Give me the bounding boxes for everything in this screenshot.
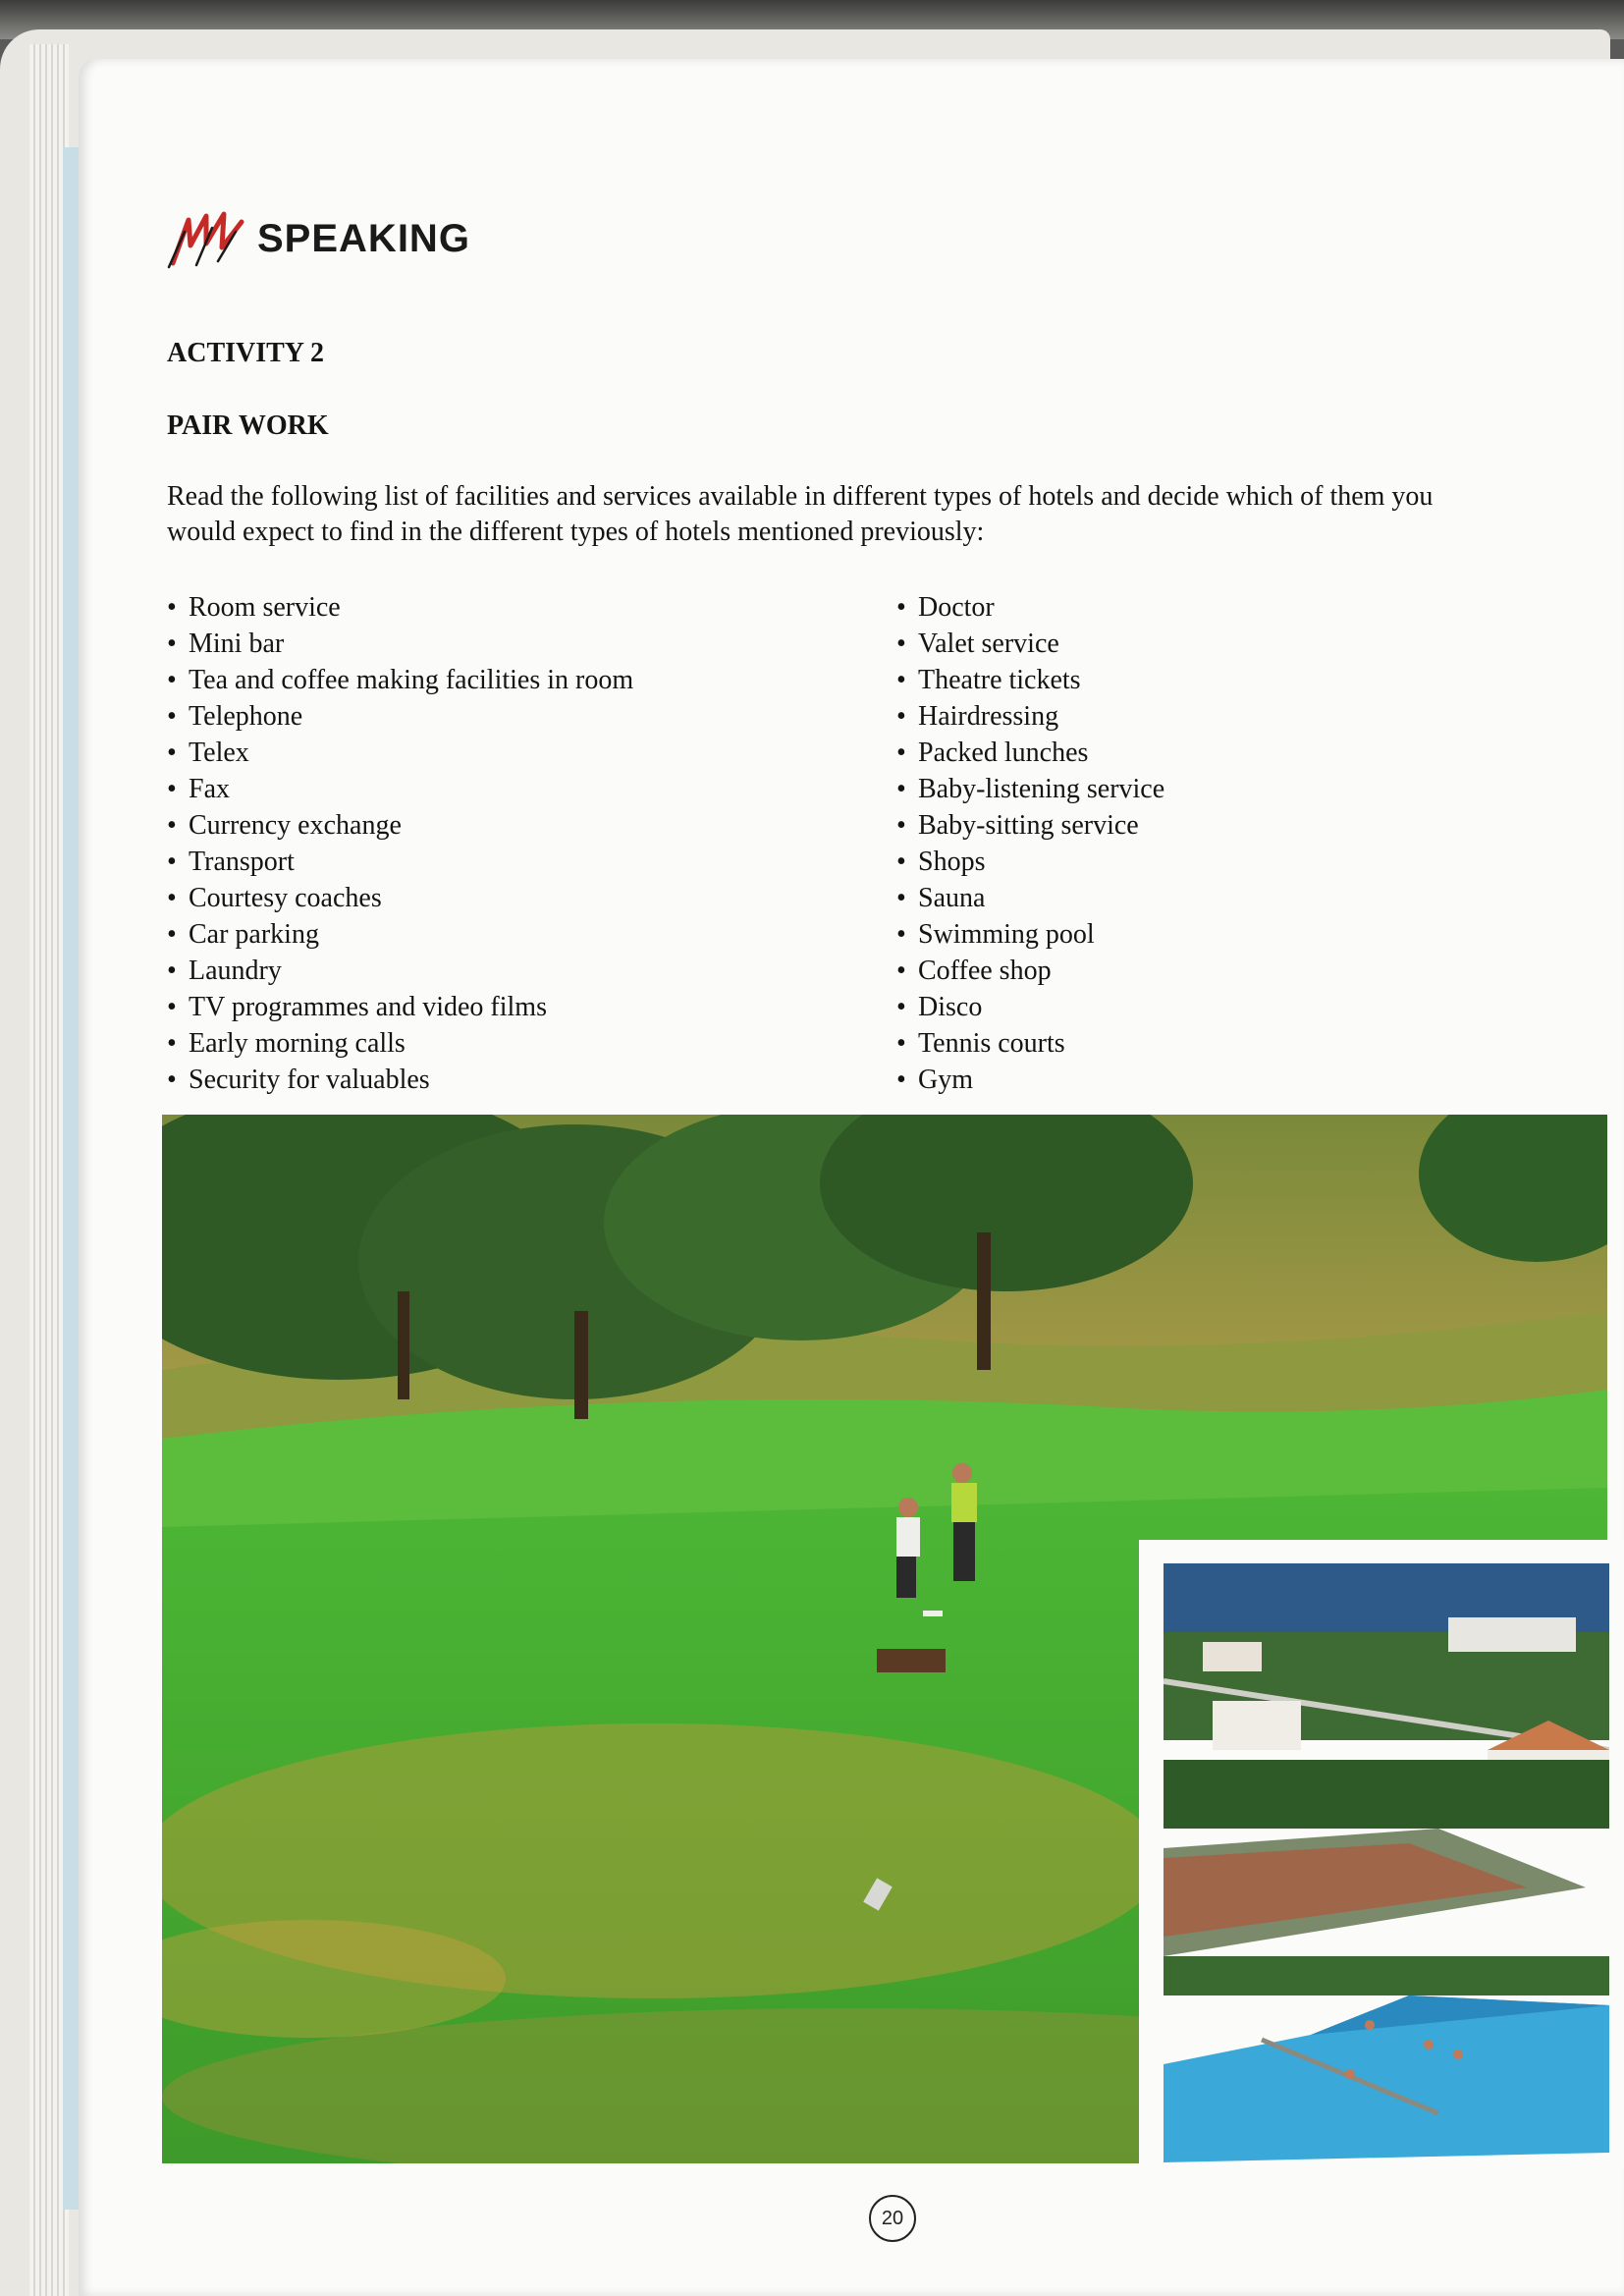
facility-label: Valet service — [918, 629, 1059, 659]
bullet-icon: • — [167, 919, 177, 950]
pair-work-heading: PAIR WORK — [167, 410, 329, 441]
facility-label: Room service — [189, 592, 341, 623]
facility-list-item — [167, 735, 633, 771]
activity-heading: ACTIVITY 2 — [167, 338, 324, 368]
bullet-icon: • — [167, 629, 177, 659]
bullet-icon: • — [167, 701, 177, 732]
facility-label: Sauna — [918, 883, 986, 913]
bullet-icon: • — [167, 956, 177, 986]
facility-label: Baby-sitting service — [918, 810, 1139, 841]
bullet-icon: • — [167, 847, 177, 877]
hotel-resort-photo — [1164, 1563, 1609, 2162]
facility-label: Fax — [189, 774, 230, 804]
bullet-icon: • — [896, 883, 906, 913]
bullet-icon: • — [167, 1028, 177, 1059]
bullet-icon: • — [896, 1065, 906, 1095]
facility-list-item — [896, 880, 1164, 916]
facility-list-item — [896, 1062, 1164, 1098]
facility-list-item — [896, 916, 1164, 953]
facility-label: Car parking — [189, 919, 319, 950]
facility-label: Coffee shop — [918, 956, 1052, 986]
facility-list-item — [896, 844, 1164, 880]
facility-label: Theatre tickets — [918, 665, 1081, 695]
facility-list-item — [167, 589, 633, 626]
bullet-icon: • — [896, 774, 906, 804]
facility-label: Early morning calls — [189, 1028, 406, 1059]
facility-list-item — [167, 916, 633, 953]
facility-list-item — [896, 735, 1164, 771]
facility-list-item — [896, 662, 1164, 698]
hotel-resort-illustration — [1164, 1563, 1609, 2162]
bullet-icon: • — [167, 992, 177, 1022]
page-number: 20 — [869, 2195, 916, 2242]
facility-label: Security for valuables — [189, 1065, 430, 1095]
facility-label: Tennis courts — [918, 1028, 1065, 1059]
facility-list-item — [896, 1025, 1164, 1062]
facility-label: Courtesy coaches — [189, 883, 382, 913]
facility-label: TV programmes and video films — [189, 992, 547, 1022]
bullet-icon: • — [167, 592, 177, 623]
facility-list-item — [167, 1062, 633, 1098]
facility-list-item — [167, 844, 633, 880]
bullet-icon: • — [167, 665, 177, 695]
bullet-icon: • — [896, 810, 906, 841]
speaking-logo-icon — [167, 206, 249, 271]
facility-list-item — [896, 626, 1164, 662]
facility-list-item — [896, 698, 1164, 735]
bullet-icon: • — [896, 629, 906, 659]
bullet-icon: • — [167, 1065, 177, 1095]
bullet-icon: • — [896, 665, 906, 695]
facility-label: Shops — [918, 847, 986, 877]
facility-list-item — [167, 989, 633, 1025]
facility-label: Currency exchange — [189, 810, 402, 841]
facility-label: Transport — [189, 847, 295, 877]
bullet-icon: • — [896, 847, 906, 877]
facility-list-item — [167, 1025, 633, 1062]
facility-list-item — [896, 589, 1164, 626]
bullet-icon: • — [896, 1028, 906, 1059]
facilities-list-left — [167, 589, 633, 1098]
bullet-icon: • — [896, 956, 906, 986]
facility-label: Laundry — [189, 956, 282, 986]
bullet-icon: • — [896, 992, 906, 1022]
bullet-icon: • — [167, 738, 177, 768]
facility-label: Telex — [189, 738, 249, 768]
facility-label: Baby-listening service — [918, 774, 1165, 804]
instructions-line-1: Read the following list of facilities and services available in different types of hotels and decide which of them you — [167, 481, 1434, 512]
bullet-icon: • — [896, 701, 906, 732]
facility-list-item — [167, 626, 633, 662]
instructions-paragraph — [167, 479, 1610, 550]
bullet-icon: • — [896, 738, 906, 768]
section-title: SPEAKING — [257, 216, 470, 260]
facility-label: Mini bar — [189, 629, 285, 659]
bullet-icon: • — [896, 919, 906, 950]
facility-label: Telephone — [189, 701, 303, 732]
facility-list-item — [896, 989, 1164, 1025]
facility-list-item — [896, 953, 1164, 989]
facility-list-item — [167, 771, 633, 807]
bullet-icon: • — [167, 810, 177, 841]
facilities-list-right — [896, 589, 1164, 1098]
facility-list-item — [167, 953, 633, 989]
instructions-line-2: would expect to find in the different types of hotels mentioned previously: — [167, 517, 985, 547]
facility-label: Tea and coffee making facilities in room — [189, 665, 634, 695]
facility-label: Packed lunches — [918, 738, 1089, 768]
facility-label: Doctor — [918, 592, 995, 623]
facility-list-item — [167, 807, 633, 844]
bullet-icon: • — [167, 774, 177, 804]
facility-label: Disco — [918, 992, 983, 1022]
facility-label: Gym — [918, 1065, 973, 1095]
bullet-icon: • — [896, 592, 906, 623]
facility-label: Hairdressing — [918, 701, 1059, 732]
facility-list-item — [167, 662, 633, 698]
section-heading — [167, 206, 470, 271]
facility-list-item — [896, 771, 1164, 807]
facility-list-item — [896, 807, 1164, 844]
bullet-icon: • — [167, 883, 177, 913]
facility-list-item — [167, 698, 633, 735]
facility-list-item — [167, 880, 633, 916]
facility-label: Swimming pool — [918, 919, 1095, 950]
